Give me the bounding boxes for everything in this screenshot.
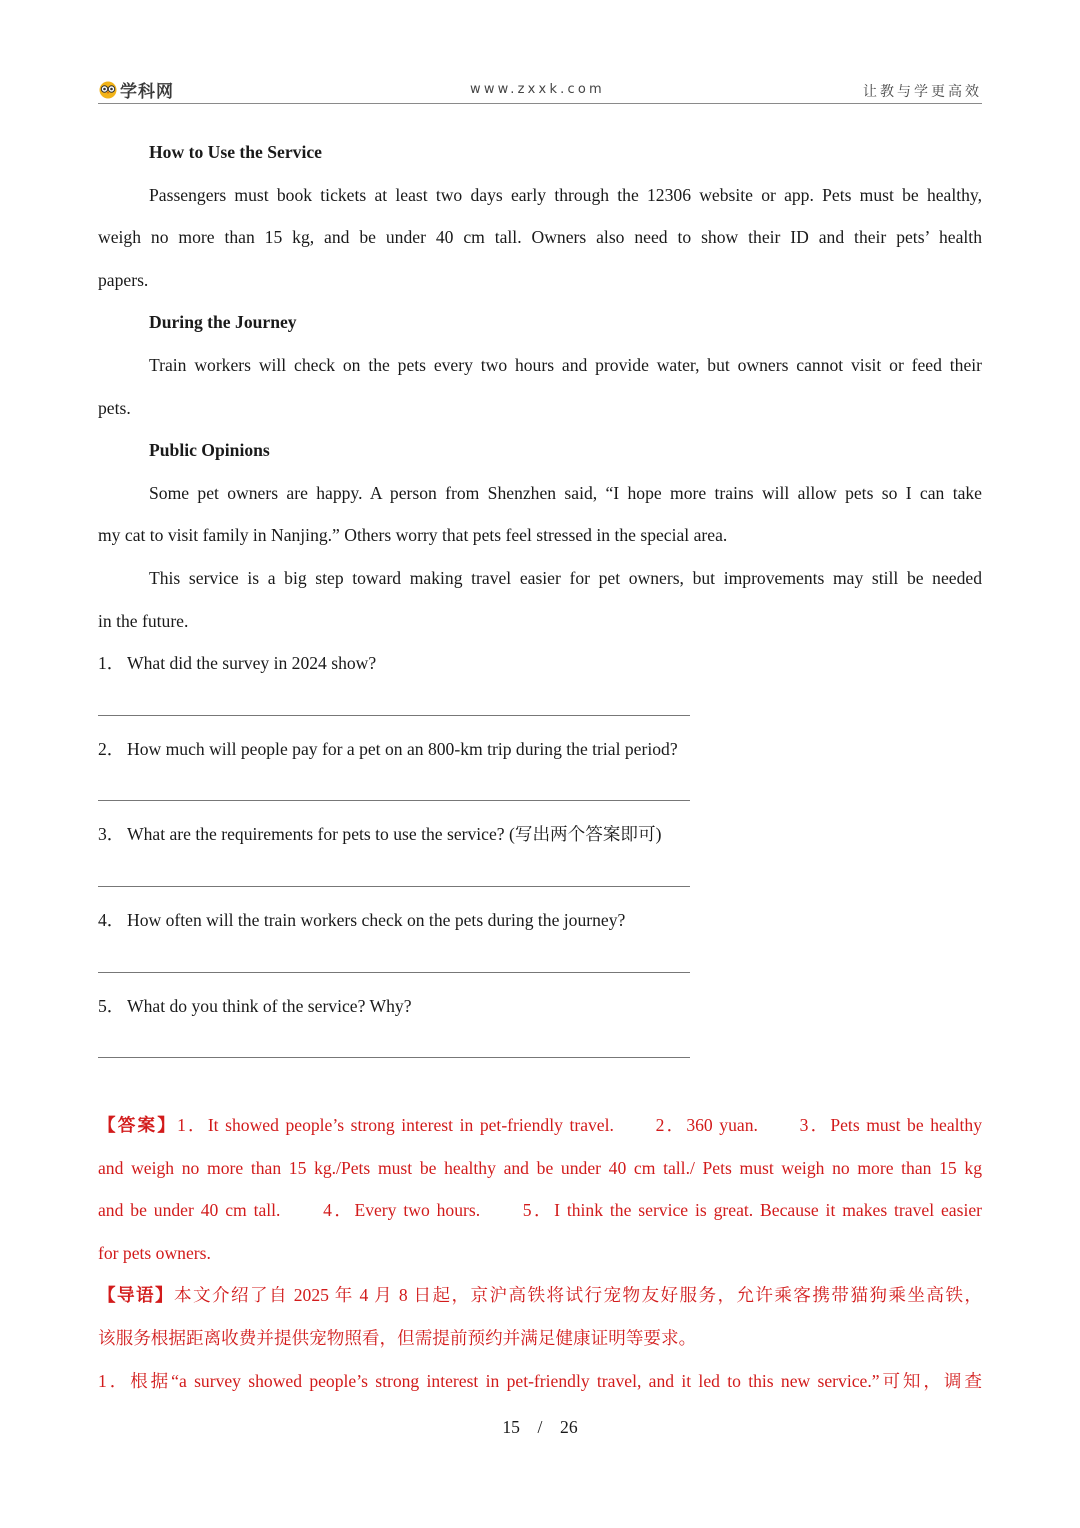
answer-blank-line[interactable] — [98, 886, 690, 887]
question-number: 1． — [98, 653, 125, 674]
question-text: How much will people pay for a pet on an 800-km trip during the trial period? — [127, 738, 678, 759]
paragraph-line: Train workers will check on the pets every two hours and provide water, but owners cannot visit or feed their — [149, 354, 982, 375]
section-heading-during-journey: During the Journey — [149, 312, 297, 333]
paragraph-line: my cat to visit family in Nanjing.” Others worry that pets feel stressed in the special area. — [98, 525, 728, 546]
section-heading-how-to-use: How to Use the Service — [149, 142, 322, 162]
question-text: What do you think of the service? Why? — [127, 995, 412, 1016]
answer-blank-line[interactable] — [98, 972, 690, 973]
logo-text: 学科网 — [120, 81, 174, 102]
paragraph-line: in the future. — [98, 610, 189, 631]
answer-blank-line[interactable] — [98, 800, 690, 801]
guide-section — [98, 1274, 982, 1402]
guide-text: 该服务根据距离收费并提供宠物照看，但需提前预约并满足健康证明等要求。 — [98, 1328, 697, 1349]
page-number: 15 / 26 — [502, 1417, 578, 1437]
slogan: 让教与学更高效 — [863, 84, 982, 100]
page-header — [98, 76, 982, 104]
answer-text: for pets owners. — [98, 1242, 211, 1263]
guide-text: 本文介绍了自 2025 年 4 月 8 日起，京沪高铁将试行宠物友好服务，允许乘客携带猫狗乘坐高铁， — [173, 1285, 982, 1306]
paragraph-line: Passengers must book tickets at least two days early through the 12306 website or app. Pets must be healthy, — [149, 184, 982, 205]
answer-section — [98, 1104, 982, 1274]
paragraph-line: weigh no more than 15 kg, and be under 40 cm tall. Owners also need to show their ID and their pets’ health — [98, 227, 982, 248]
guide-label: 【导语】 — [98, 1285, 174, 1306]
question-text: What are the requirements for pets to use the service? (写出两个答案即可) — [127, 824, 662, 845]
question-number: 4． — [98, 909, 125, 930]
question-item — [98, 728, 982, 802]
question-number: 5． — [98, 995, 125, 1016]
question-text: How often will the train workers check on the pets during the journey? — [127, 909, 626, 930]
explanation-text: 1．根据“a survey showed people’s strong interest in pet-friendly travel, and it led to this new service.”可知，调查 — [98, 1370, 982, 1391]
question-item — [98, 642, 982, 716]
question-item — [98, 813, 982, 887]
answer-blank-line[interactable] — [98, 1057, 690, 1058]
owl-logo-icon — [98, 79, 118, 99]
question-item — [98, 985, 982, 1059]
answer-label: 【答案】 — [98, 1115, 178, 1136]
question-number: 3． — [98, 824, 125, 845]
paragraph-line: pets. — [98, 397, 131, 418]
question-number: 2． — [98, 738, 125, 759]
answer-text: and be under 40 cm tall. 4．Every two hours. 5．I think the service is great. Because it makes travel easier — [98, 1200, 982, 1221]
site-url[interactable]: www.zxxk.com — [470, 82, 605, 97]
logo — [98, 78, 174, 100]
answer-text: 1．It showed people’s strong interest in pet-friendly travel. 2．360 yuan. 3．Pets must be healthy — [177, 1115, 982, 1136]
paragraph-line: papers. — [98, 269, 149, 290]
answer-text: and weigh no more than 15 kg./Pets must be healthy and be under 40 cm tall./ Pets must weigh no more than 15 kg — [98, 1157, 982, 1178]
paragraph-line: This service is a big step toward making travel easier for pet owners, but improvements may still be needed — [149, 567, 982, 588]
page-content — [98, 131, 982, 1402]
paragraph-line: Some pet owners are happy. A person from Shenzhen said, “I hope more trains will allow pets so I can take — [149, 482, 982, 503]
section-heading-public-opinions: Public Opinions — [149, 440, 270, 461]
answer-blank-line[interactable] — [98, 715, 690, 716]
question-item — [98, 899, 982, 973]
question-text: What did the survey in 2024 show? — [127, 653, 377, 674]
